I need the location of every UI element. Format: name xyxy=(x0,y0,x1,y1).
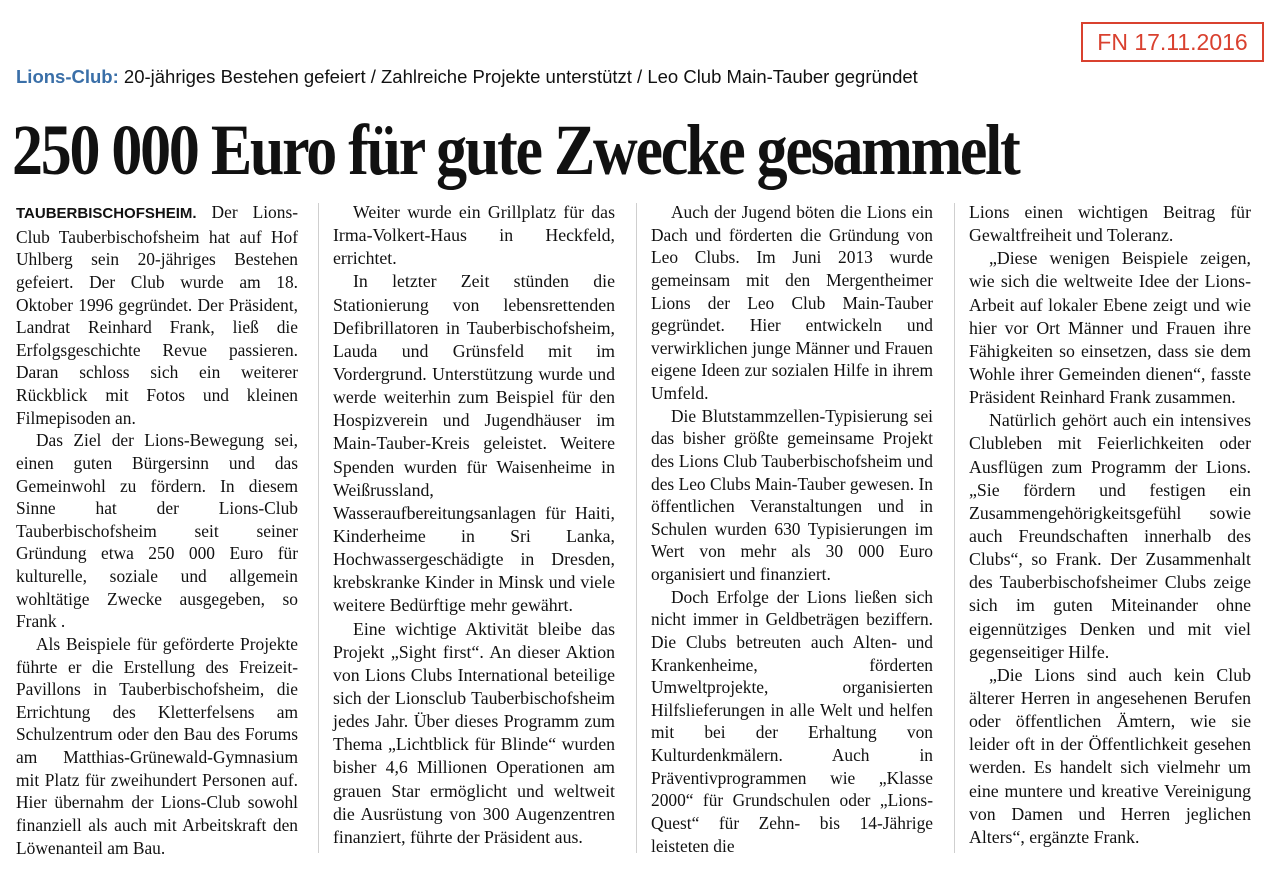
article-column-2 xyxy=(333,201,615,849)
dateline: TAUBERBISCHOFSHEIM. xyxy=(16,205,197,222)
kicker-text: 20-jähriges Bestehen gefeiert / Zahlreiche Projekte unterstützt / Leo Club Main-Tauber gegründet xyxy=(118,66,918,87)
paragraph: Weiter wurde ein Grillplatz für das Irma-Volkert-Haus in Heckfeld, errichtet. xyxy=(333,202,615,269)
paragraph: In letzter Zeit stünden die Stationierung von lebensrettenden Defibrillatoren in Tauberbischofsheim, Lauda und Grünsfeld mit im Vordergrund. Unterstützung wurde und werde weiterhin zum Beispiel für den Hospizverein und Jugendhäuser im Main-Tauber-Kreis geleistet. Weitere Spenden wurden für Waisenheime in Weißrussland, Wasseraufbereitungsanlagen für Haiti, Kinderheime in Sri Lanka, Hochwassergeschädigte in Dresden, krebskranke Kinder in Minsk und viele weitere Bedürftige mehr gewährt. xyxy=(333,271,615,616)
headline: 250 000 Euro für gute Zwecke gesammelt xyxy=(12,110,1019,190)
paragraph: Als Beispiele für geförderte Projekte führte er die Erstellung des Freizeit-Pavillons in Tauberbischofsheim, die Errichtung des Kletterfelsens am Schulzentrum oder den Bau des Forums am Matthias-Grünewald-Gymnasium mit Platz für zweihundert Personen auf. Hier übernahm der Lions-Club sowohl finanziell als auch mit Arbeitskraft den Löwenanteil am Bau. xyxy=(16,633,298,858)
paragraph xyxy=(16,201,298,429)
paragraph: Eine wichtige Aktivität bleibe das Projekt „Sight first“. An dieser Aktion von Lions Clubs International beteilige sich der Lionsclub Tauberbischofsheim jedes Jahr. Über dieses Programm zum Thema „Lichtblick für Blinde“ wurden bisher 4,6 Millionen Operationen am grauen Star ermöglicht und weltweit die Ausrüstung von 300 Augenzentren finanziert, führte der Präsident aus. xyxy=(333,618,615,847)
article-column-1 xyxy=(16,201,298,859)
column-divider xyxy=(318,203,319,853)
paragraph: Natürlich gehört auch ein intensives Clubleben mit Feierlichkeiten oder Ausflügen zum Programm der Lions. „Sie fördern und festigen ein Zusammengehörigkeitsgefühl sowie auch Freundschaften innerhalb des Clubs“, so Frank. Der Zusammenhalt des Tauberbischofsheimer Clubs zeige sich im guten Miteinander ohne eigennütziges Denken und mit viel gegenseitiger Hilfe. xyxy=(969,410,1251,662)
paragraph: Das Ziel der Lions-Bewegung sei, einen guten Bürgersinn und das Gemeinwohl zu fördern. In diesem Sinne hat der Lions-Club Tauberbischofsheim seit seiner Gründung etwa 250 000 Euro für kulturelle, soziale und allgemein wohltätige Zwecke ausgegeben, so Frank . xyxy=(16,430,298,632)
column-divider xyxy=(636,203,637,853)
kicker-label: Lions-Club: xyxy=(16,66,119,87)
paragraph: „Die Lions sind auch kein Club älterer Herren in angesehenen Berufen oder öffentlichen Ämtern, wie sie leider oft in der Öffentlichkeit gesehen werden. Es handelt sich vielmehr um eine muntere und kreative Vereinigung von Damen und Herren jeglichen Alters“, ergänzte Frank. xyxy=(969,664,1251,847)
article-column-4 xyxy=(969,201,1251,849)
paragraph: Auch der Jugend böten die Lions ein Dach und förderten die Gründung von Leo Clubs. Im Juni 2013 wurde gemeinsam mit den Mergentheimer Lions der Leo Club Main-Tauber gegründet. Hier entwickeln und verwirklichen junge Männer und Frauen eigene Ideen zur sozialen Hilfe in ihrem Umfeld. xyxy=(651,202,933,403)
article-column-3 xyxy=(651,201,933,857)
paragraph-text: Der Lions-Club Tauberbischofsheim hat auf Hof Uhlberg sein 20-jähriges Bestehen gefeiert. Der Club wurde am 18. Oktober 1996 gegründet. Der Präsident, Landrat Reinhard Frank, ließ die Erfolgsgeschichte Revue passieren. Daran schloss sich ein weiterer Rückblick mit Fotos und kleinen Filmepisoden an. xyxy=(16,202,298,428)
date-stamp: FN 17.11.2016 xyxy=(1081,22,1264,62)
column-divider xyxy=(954,203,955,853)
paragraph: Die Blutstammzellen-Typisierung sei das bisher größte gemeinsame Projekt des Lions Club Tauberbischofsheim und des Leo Clubs Main-Tauber gewesen. In öffentlichen Veranstaltungen und in Schulen wurden 630 Typisierungen im Wert von mehr als 30 000 Euro organisiert und finanziert. xyxy=(651,405,933,584)
kicker-line xyxy=(16,64,1076,90)
paragraph: Doch Erfolge der Lions ließen sich nicht immer in Geldbeträgen beziffern. Die Clubs betreuten auch Alten- und Krankenheime, förderten Umweltprojekte, organisierten Hilfslieferungen in alle Welt und helfen mit bei der Erhaltung von Kulturdenkmälern. Auch in Präventivprogrammen wie „Klasse 2000“ für Grundschulen oder „Lions-Quest“ für Zehn- bis 14-Jährige leisteten die xyxy=(651,586,933,856)
paragraph: „Diese wenigen Beispiele zeigen, wie sich die weltweite Idee der Lions-Arbeit auf lokaler Ebene zeigt und wie hier vor Ort Männer und Frauen ihre Fähigkeiten so einsetzen, dass sie dem Wohle ihrer Gemeinden dienen“, fasste Präsident Reinhard Frank zusammen. xyxy=(969,248,1251,408)
paragraph: Lions einen wichtigen Beitrag für Gewaltfreiheit und Toleranz. xyxy=(969,202,1251,246)
